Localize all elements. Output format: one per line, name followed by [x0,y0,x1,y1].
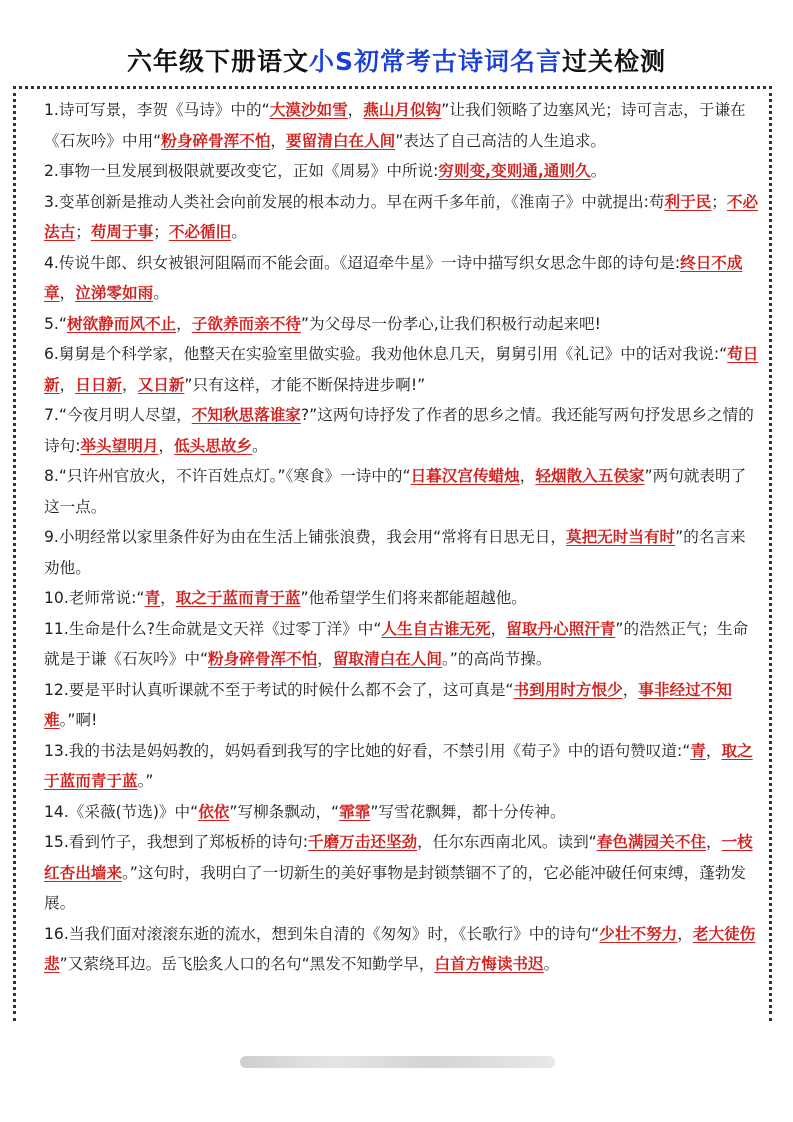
answer-text: 不知秋思落谁家 [191,406,301,424]
question-text: 。”的高尚节操。 [441,650,552,668]
question-text: ， [677,924,693,943]
answer-text: 大漠沙如雪 [269,101,348,119]
question-item [44,675,759,736]
question-text: ， [270,131,287,150]
question-item [44,583,759,614]
question-text: 1.诗可写景，李贺《马诗》中的“ [44,101,270,119]
answer-text: 燕山月似钩 [363,101,442,119]
question-text: ， [519,467,536,485]
question-text: 3.变革创新是推动人类社会向前发展的根本动力。早在两千多年前，《淮南子》中就提出:苟 [44,192,665,211]
answer-text: 青 [144,589,161,607]
question-text: 。 [590,162,607,180]
question-text: ”写雪花飘舞，都十分传神。 [370,802,566,821]
question-text: ， [705,833,722,851]
question-text: ， [622,680,639,699]
answer-text: 粉身碎骨浑不怕 [161,131,271,150]
answer-text: 苟日新 [44,345,759,394]
blurred-footer [240,1056,555,1068]
question-item [44,736,759,797]
answer-text: 取之于蓝而青于蓝 [175,589,301,607]
question-item [44,461,759,522]
answer-text: 白首方悔读书迟 [434,955,544,973]
question-item [44,827,759,919]
question-text: ”他希望学生们将来都能超越他。 [300,589,527,607]
question-text: 。”这句时，我明白了一切新生的美好事物是封锁禁锢不了的，它必能冲破任何束缚，蓬勃发展。 [44,863,747,912]
answer-text: 取之于蓝而青于蓝 [44,741,753,790]
question-item [44,797,759,828]
question-item [44,95,759,156]
question-text: 。” [137,772,154,790]
question-text: 。 [543,955,560,973]
question-text: 。 [231,223,247,241]
answer-text: 老大徒伤悲 [44,924,756,973]
question-text: ， [705,741,722,760]
question-text: ， [176,314,192,333]
question-text: ”的浩然正气；生命就是于谦《石灰吟》中“ [44,619,749,668]
question-text: ”表达了自己高洁的人生追求。 [395,131,607,150]
question-text: 10.老师常说:“ [44,589,145,607]
answer-text: 莫把无时当有时 [565,528,676,546]
answer-text: 青 [690,741,706,760]
question-text: ， [59,375,76,394]
question-text: ； [75,223,91,241]
answer-text: 留取丹心照汗青 [506,619,616,638]
question-text: ， [160,589,176,607]
page-title [0,40,793,84]
answer-text: 不必循旧 [168,223,232,241]
question-text: ”的名言来劝他。 [44,528,746,577]
answer-text: 粉身碎骨浑不怕 [208,650,318,668]
question-text: 13.我的书法是妈妈教的，妈妈看到我写的字比她的好看，不禁引用《荀子》中的语句赞叹道:“ [44,741,691,760]
answer-text: 依依 [198,802,230,821]
answer-text: 要留清白在人间 [286,131,396,150]
question-text: ， [59,284,76,302]
question-text: ， [122,375,138,394]
question-text: 5.“ [44,314,67,333]
question-text: 6.舅舅是个科学家，他整天在实验室里做实验。我劝他休息几天，舅舅引用《礼记》中的话对我说:“ [44,345,728,363]
worksheet-frame [13,86,772,1021]
question-text: 4.传说牛郎、织女被银河阻隔而不能会面。《迢迢牵牛星》一诗中描写织女思念牛郎的诗句是: [44,253,681,272]
question-item [44,614,759,675]
answer-text: 日日新 [75,375,123,394]
answer-text: 利于民 [664,192,712,211]
question-text: 2.事物一旦发展到极限就要改变它，正如《周易》中所说: [44,162,439,180]
answer-text: 穷则变,变则通,通则久 [438,162,591,180]
title-part-test: 过关检测 [562,47,667,76]
question-item [44,248,759,309]
question-item [44,522,759,583]
question-text: 7.“今夜月明人尽望， [44,406,192,424]
answer-text: 事非经过不知难 [44,680,732,729]
question-text: ，任尔东西南北风。读到“ [417,833,597,851]
question-text: ?”这两句诗抒发了作者的思乡之情。我还能写两句抒发思乡之情的诗句: [44,406,754,455]
question-text: 8.“只许州官放火，不许百姓点灯。”《寒食》一诗中的“ [44,467,411,485]
question-text: 14.《采薇(节选)》中“ [44,802,199,821]
question-item [44,339,759,400]
answer-text: 苟周于事 [90,223,154,241]
answer-text: 人生自古谁无死 [381,619,491,638]
answer-text: 树欲静而风不止 [66,314,177,333]
question-item [44,187,759,248]
answer-text: 不必法古 [44,192,759,241]
answer-text: 轻烟散入五侯家 [535,467,645,485]
answer-text: 低头思故乡 [174,436,253,455]
answer-text: 举头望明月 [80,436,159,455]
question-text: 16.当我们面对滚滚东逝的流水，想到朱自清的《匆匆》时，《长歌行》中的诗句“ [44,924,600,943]
question-text: ； [153,223,169,241]
question-text: ； [711,192,727,211]
question-text: ， [347,101,364,119]
answer-text: 春色满园关不住 [596,833,706,851]
answer-text: 一枝红杏出墙来 [44,833,753,882]
question-text: 15.看到竹子，我想到了郑板桥的诗句: [44,833,308,851]
question-text: ”又萦绕耳边。岳飞脍炙人口的名句“黑发不知勤学早， [59,955,435,973]
title-part-topic: 小S初常考古诗词名言 [308,47,562,76]
question-text: ”为父母尽一份孝心,让我们积极行动起来吧! [300,314,601,333]
question-text: ”写柳条飘动，“ [229,802,340,821]
answer-text: 终日不成章 [44,253,743,302]
question-item [44,919,759,980]
question-item [44,156,759,187]
question-text: 。 [153,284,169,302]
question-text: ， [490,619,507,638]
answer-text: 又日新 [137,375,185,394]
answer-text: 子欲养而亲不待 [191,314,301,333]
question-text: 11.生命是什么?生命就是文天祥《过零丁洋》中“ [44,619,382,638]
question-item [44,309,759,340]
question-text: 。”啊! [59,711,98,729]
question-text: 9.小明经常以家里条件好为由在生活上铺张浪费，我会用“常将有日思无日， [44,528,566,546]
answer-text: 少壮不努力 [599,924,678,943]
question-text: ”只有这样，才能不断保持进步啊!” [184,375,426,394]
question-list [16,89,769,980]
answer-text: 千磨万击还坚劲 [307,833,418,851]
answer-text: 留取清白在人间 [332,650,442,668]
question-text: ， [317,650,333,668]
question-text: 。 [252,436,268,455]
question-item [44,400,759,461]
answer-text: 日暮汉宫传蜡烛 [410,467,520,485]
answer-text: 霏霏 [339,802,371,821]
question-text: ”让我们领略了边塞风光；诗可言志，于谦在《石灰吟》中用“ [44,101,746,150]
question-text: ， [158,436,175,455]
answer-text: 书到用时方恨少 [513,680,623,699]
answer-text: 泣涕零如雨 [75,284,154,302]
question-text: ”两句就表明了这一点。 [44,467,747,516]
question-text: 12.要是平时认真听课就不至于考试的时候什么都不会了，这可真是“ [44,680,514,699]
title-part-grade: 六年级下册语文 [126,47,309,76]
